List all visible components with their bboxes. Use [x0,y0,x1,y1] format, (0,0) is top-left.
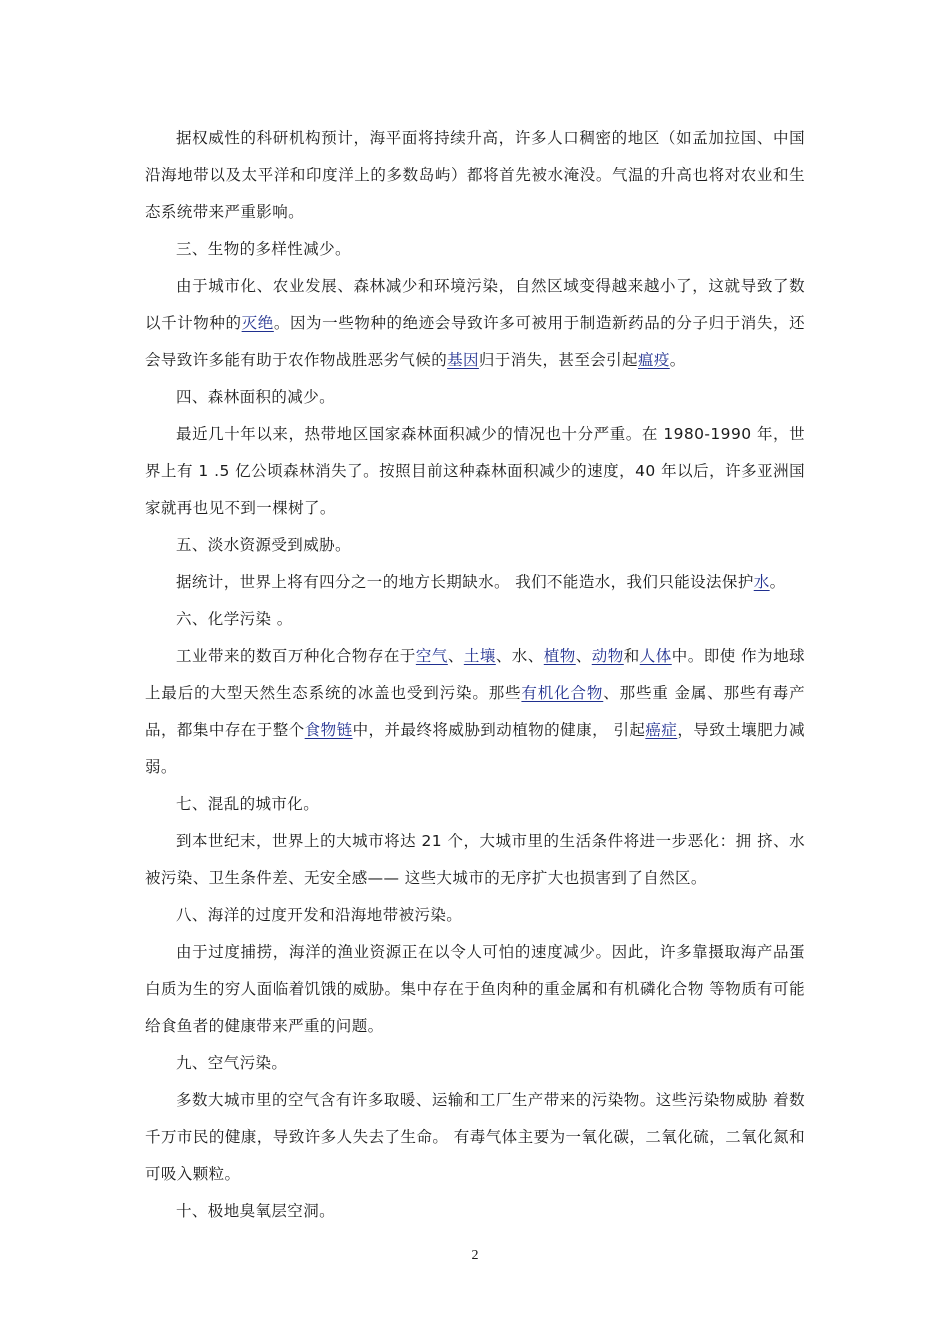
link-air[interactable]: 空气 [415,647,448,665]
document-body [145,120,805,1230]
paragraph-ocean: 由于过度捕捞，海洋的渔业资源正在以令人可怕的速度减少。因此，许多靠摄取海产品蛋白质为生的穷人面临着饥饿的威胁。集中存在于鱼肉种的重金属和有机磷化合物 等物质有可能给食鱼者的健康带来严重的问题。 [145,943,805,1035]
heading-air-pollution: 九、空气污染。 [176,1054,288,1072]
link-soil[interactable]: 土壤 [463,647,496,665]
page-number: 2 [471,1248,479,1263]
heading-ocean: 八、海洋的过度开发和沿海地带被污染。 [176,906,463,924]
text-segment: 和 [623,647,640,665]
heading-urbanization: 七、混乱的城市化。 [176,795,320,813]
heading-chemical-pollution: 六、化学污染 。 [176,610,293,628]
paragraph-biodiversity [145,268,805,379]
link-water[interactable]: 水 [753,573,770,591]
link-plants[interactable]: 植物 [543,647,576,665]
text-segment: 归于消失，甚至会引起 [478,351,638,369]
text-segment: 、水、 [495,647,544,665]
text-segment: 。 [769,573,786,591]
heading-freshwater: 五、淡水资源受到威胁。 [176,536,351,554]
heading-biodiversity: 三、生物的多样性减少。 [176,240,351,258]
heading-forest: 四、森林面积的减少。 [176,388,336,406]
paragraph-forest: 最近几十年以来，热带地区国家森林面积减少的情况也十分严重。在 1980-1990 年，世界上有 1 .5 亿公顷森林消失了。按照目前这种森林面积减少的速度，40 年以后，许多亚洲国家就再也见不到一棵树了。 [145,425,805,517]
link-food-chain[interactable]: 食物链 [304,721,353,739]
paragraph-air-pollution: 多数大城市里的空气含有许多取暖、运输和工厂生产带来的污染物。这些污染物威胁 着数千万市民的健康，导致许多人失去了生命。 有毒气体主要为一氧化碳，二氧化硫，二氧化氮和可吸入颗粒。 [145,1091,805,1183]
text-segment: 、那些重 金属、那些有毒产品，都集中存在于整个 [145,684,805,739]
link-organic-compounds[interactable]: 有机化合物 [521,684,604,702]
text-segment: 据统计，世界上将有四分之一的地方长期缺水。 我们不能造水，我们只能设法保护 [176,573,754,591]
text-segment: 、 [575,647,592,665]
link-human-body[interactable]: 人体 [639,647,672,665]
text-segment: 中。即使 作为地球上最后的大型天然生态系统的冰盖也受到污染。那些 [145,647,805,702]
text-segment: 、 [447,647,464,665]
paragraph-sea-level: 据权威性的科研机构预计，海平面将持续升高，许多人口稠密的地区（如孟加拉国、中国沿海地带以及太平洋和印度洋上的多数岛屿）都将首先被水淹没。气温的升高也将对农业和生态系统带来严重影响。 [145,129,805,221]
paragraph-urbanization: 到本世纪末，世界上的大城市将达 21 个，大城市里的生活条件将进一步恶化：拥 挤、水被污染、卫生条件差、无安全感—— 这些大城市的无序扩大也损害到了自然区。 [145,832,805,887]
link-extinction[interactable]: 灭绝 [241,314,274,332]
text-segment: 中，并最终将威胁到动植物的健康， 引起 [352,721,646,739]
link-cancer[interactable]: 癌症 [645,721,678,739]
link-plague[interactable]: 瘟疫 [637,351,670,369]
heading-ozone: 十、极地臭氧层空洞。 [176,1202,336,1220]
text-segment: 工业带来的数百万种化合物存在于 [176,647,416,665]
text-segment: ，导致土壤肥力减弱。 [145,721,805,776]
link-gene[interactable]: 基因 [447,351,479,369]
paragraph-freshwater [145,564,805,601]
text-segment: 。 [669,351,686,369]
text-segment: 由于城市化、农业发展、森林减少和环境污染，自然区域变得越来越小了，这就导致了数以千计物种的 [145,277,805,332]
link-animals[interactable]: 动物 [591,647,624,665]
paragraph-chemical-pollution [145,638,805,786]
text-segment: 。因为一些物种的绝迹会导致许多可被用于制造新药品的分子归于消失，还会导致许多能有助于农作物战胜恶劣气候的 [145,314,806,369]
